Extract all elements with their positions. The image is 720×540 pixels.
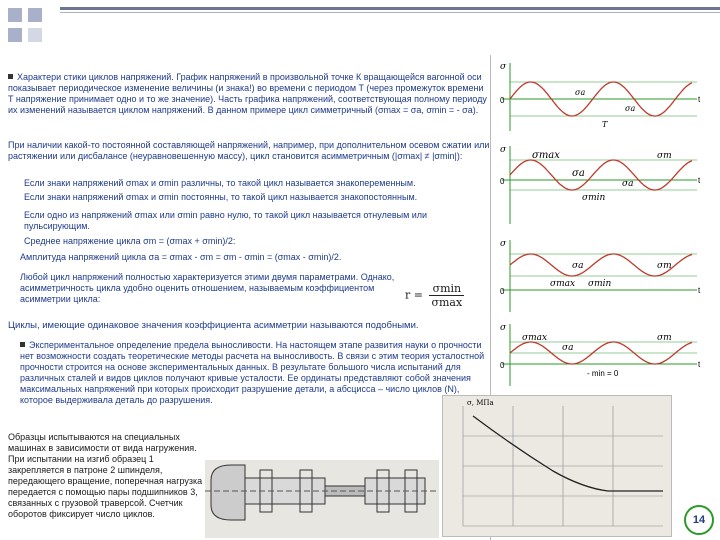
para-asymmetric: При наличии какой-то постоянной составляющей напряжений, например, при дополнительном осевом сжатии или растяжении или дисбалансе (неуравновешенную массу), цикл становится асимметричным (|σmax| ≠ |σmin|): [8,140,490,161]
top-rule-thin [60,12,720,13]
para-mean-stress: Среднее напряжение цикла σm = (σmax + σmin)/2: [24,236,236,246]
para-cycle-characteristics: Характери стики циклов напряжений. График напряжений в произвольной точке К вращающейся вагонной оси показывает периодическое изменение величины (и знака!) во времени с периодом T (через промежуток времени T напряжение принимает одно и то же значение). Часть графика напряжений, соответствующая полному периоду их изменений называется циклом напряжений. В данном примере цикл симметричный (σmax = σa, σmin = - σa). [8,72,487,115]
chart1-sigma-label: σ [500,62,507,72]
formula-denominator: σmax [431,296,463,309]
chart3-sigma-label: σ [500,239,507,249]
chart4-zero-label: 0 [500,361,505,370]
chart2-sm-label: σm [657,151,672,161]
chart1-sa-lower: σa [625,104,636,113]
bullet-icon [8,74,13,79]
top-rule [60,7,720,10]
page-number-badge: 14 [684,505,714,535]
chart3-t-label: t [698,286,701,295]
chart4-sa-label: σa [562,343,574,353]
fatigue-ylabel: σ, МПа [467,399,494,407]
para-asymmetry-coefficient: Любой цикл напряжений полностью характеризуется этими двумя параметрами. Однако, асимметричность цикла удобно оценить отношением, называемым коэффициентом асимметрии цикла: [20,272,395,304]
formula-numerator: σmin [429,282,464,296]
para-amplitude: Амплитуда напряжений цикла σa = σmax - σm = σm - σmin = (σmax - σmin)/2. [20,252,342,262]
chart1-period-label: T [602,120,608,129]
fatigue-curve-plot [442,395,672,537]
chart1-zero-label: 0 [500,96,505,105]
para-experimental: Экспериментальное определение предела выносливости. На настоящем этапе развития науки о прочности нет возможности создать теоретические методы расчета на выносливость. В связи с этим теория усталостной прочности строится на основе экспериментальных данных. В результате большого числа испытаний для различных сталей и видов циклов получают кривые усталости. Ее ординаты представляют собой значения максимальных напряжений при которых происходит разрушение детали, а абсцисса – число циклов (N), которое выдерживала деталь до разрушения. [20,340,485,405]
testing-machine-drawing [205,460,439,538]
para-pulsating: Если одно из напряжений σmax или σmin равно нулю, то такой цикл называется отнулевым или пульсирующим. [24,210,428,231]
chart4-sigma-label: σ [500,323,507,333]
chart2-sigma-label: σ [500,145,507,155]
chart2-sa-lower: σa [622,179,634,189]
corner-decoration [0,0,60,60]
chart3-smin-label: σmin [588,279,612,289]
chart4-sm-label: σm [657,333,672,343]
formula-lhs: r = [405,288,423,302]
chart3-sm-label: σm [657,261,672,271]
chart3-smax-label: σmax [550,279,576,289]
para-constant-sign: Если знаки напряжений σmax и σmin постоянны, то такой цикл называется знакопостоянным. [24,192,418,202]
chart-alternating-cycle [492,138,717,228]
chart3-zero-label: 0 [500,287,505,296]
chart2-t-label: t [698,176,701,185]
chart4-smin0-label: - min = 0 [587,369,619,378]
chart3-sa-label: σa [572,261,584,271]
chart2-smin-label: σmin [582,193,606,203]
chart4-smax-label: σmax [522,333,548,343]
para-specimens: Образцы испытываются на специальных машинах в зависимости от вида нагружения. При испытании на изгиб образец 1 закрепляется в патроне 2 шпинделя, передающего вращение, поперечная нагрузка передается с помощью пары подшипников 3, связанных с грузовой траверсой. Счетчик оборотов фиксирует число циклов. [8,432,203,519]
chart4-t-label: t [698,360,701,369]
chart2-smax-label: σmax [532,150,560,161]
bullet-icon [20,342,25,347]
chart-symmetric-cycle [492,55,717,137]
chart2-sa-label: σa [572,168,585,179]
chart2-zero-label: 0 [500,177,505,186]
chart1-t-label: t [698,95,701,104]
chart-constant-sign-cycle [492,232,717,316]
para-similar-cycles: Циклы, имеющие одинаковое значения коэффициента асимметрии называются подобными. [8,320,419,331]
chart-pulsating-cycle [492,318,717,390]
chart1-sa-upper: σa [575,88,586,97]
para-alternating: Если знаки напряжений σmax и σmin различны, то такой цикл называется знакопеременным. [24,178,416,188]
asymmetry-formula [405,282,464,309]
